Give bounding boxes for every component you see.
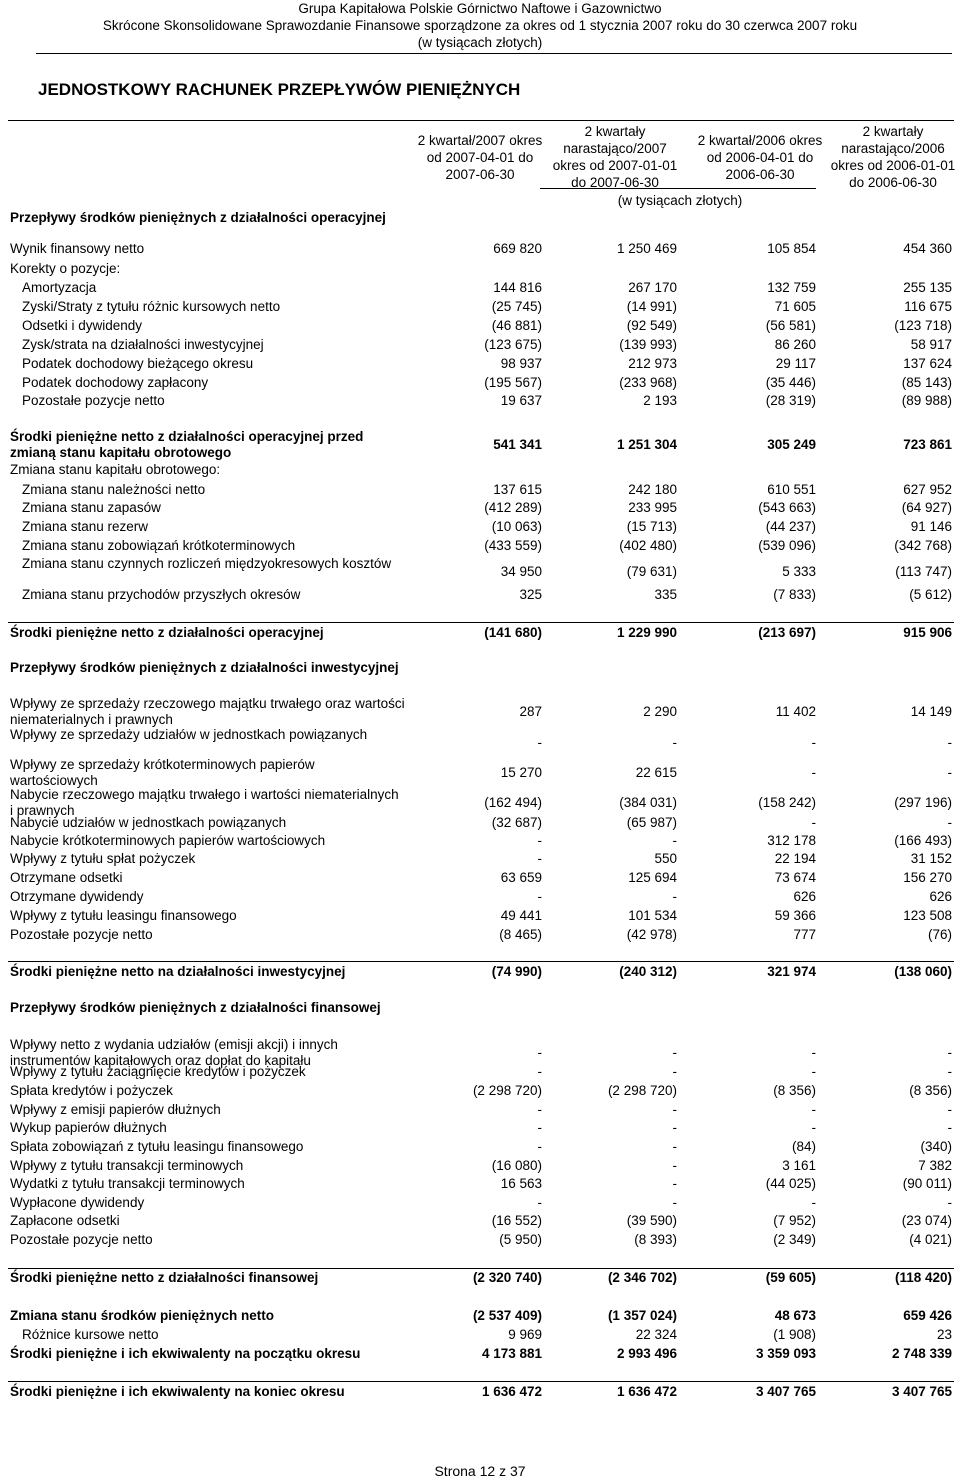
row-value: 59 366 <box>774 908 816 923</box>
row-value: - <box>537 833 542 848</box>
row-value: 2 748 339 <box>891 1346 952 1361</box>
row-value: (297 196) <box>894 795 952 810</box>
row-value: (166 493) <box>894 833 952 848</box>
row-label: Wpływy ze sprzedaży krótkoterminowych papierów wartościowych <box>10 757 315 788</box>
row-value: 626 <box>793 889 816 904</box>
row-value: - <box>811 765 816 780</box>
row-value: 123 508 <box>903 908 952 923</box>
row-value: (2 537 409) <box>472 1308 542 1323</box>
row-value: 287 <box>519 704 542 719</box>
row-value: - <box>537 889 542 904</box>
row-value: 723 861 <box>903 437 952 452</box>
row-value: - <box>672 1139 677 1154</box>
row-value: (162 494) <box>484 795 542 810</box>
row-value: 669 820 <box>493 241 542 256</box>
header-divider <box>36 53 952 54</box>
row-value: - <box>537 1064 542 1079</box>
row-label: Środki pieniężne netto z działalności operacyjnej przed zmianą stanu kapitału obrotowego <box>10 429 364 460</box>
row-value: - <box>537 1120 542 1135</box>
row-value: 34 950 <box>500 564 542 579</box>
row-value: 1 636 472 <box>616 1384 677 1399</box>
row-value: (16 080) <box>491 1158 542 1173</box>
row-value: (402 480) <box>619 538 677 553</box>
row-label: Podatek dochodowy bieżącego okresu <box>22 356 254 371</box>
row-label: Wpływy ze sprzedaży udziałów w jednostkach powiązanych <box>10 727 368 742</box>
row-value: (89 988) <box>901 393 952 408</box>
row-value: - <box>811 1120 816 1135</box>
row-value: 659 426 <box>903 1308 952 1323</box>
row-value: (92 549) <box>626 318 677 333</box>
row-value: 22 194 <box>774 851 816 866</box>
row-label: Zmiana stanu kapitału obrotowego: <box>10 462 221 477</box>
row-value: (2 298 720) <box>472 1083 542 1098</box>
row-label: Zmiana stanu rezerw <box>22 519 149 534</box>
row-value: 1 229 990 <box>616 625 677 640</box>
row-value: - <box>672 1195 677 1210</box>
row-value: 144 816 <box>493 280 542 295</box>
row-label: Zmiana stanu zobowiązań krótkoterminowych <box>22 538 296 553</box>
row-value: (7 833) <box>773 587 816 602</box>
row-value: 777 <box>793 927 816 942</box>
row-value: (7 952) <box>773 1213 816 1228</box>
row-value: - <box>672 1158 677 1173</box>
row-label: Nabycie krótkoterminowych papierów wartościowych <box>10 833 326 848</box>
row-value: 19 637 <box>500 393 542 408</box>
row-value: (240 312) <box>619 964 677 979</box>
row-label: Wypłacone dywidendy <box>10 1195 145 1210</box>
row-value: (74 990) <box>491 964 542 979</box>
row-value: (35 446) <box>765 375 816 390</box>
row-value: (433 559) <box>484 538 542 553</box>
row-value: (8 393) <box>634 1232 677 1247</box>
row-label: Wpływy ze sprzedaży rzeczowego majątku trwałego oraz wartości niematerialnych i prawnych <box>10 696 405 727</box>
row-value: - <box>537 1139 542 1154</box>
row-value: (123 675) <box>484 337 542 352</box>
row-label: Wynik finansowy netto <box>10 241 145 256</box>
row-label: Pozostałe pozycje netto <box>10 927 153 942</box>
row-value: 125 694 <box>628 870 677 885</box>
row-value: - <box>947 815 952 830</box>
unit-label: (w tysiącach złotych) <box>617 193 743 208</box>
row-value: (56 581) <box>765 318 816 333</box>
table-top-rule <box>8 120 954 121</box>
row-value: 321 974 <box>767 964 816 979</box>
row-value: (32 687) <box>491 815 542 830</box>
row-label: Środki pieniężne netto z działalności operacyjnej <box>10 625 324 640</box>
row-value: 9 969 <box>508 1327 542 1342</box>
row-value: (1 908) <box>773 1327 816 1342</box>
row-value: - <box>672 1120 677 1135</box>
row-value: (64 927) <box>901 500 952 515</box>
row-value: (46 881) <box>491 318 542 333</box>
row-value: 312 178 <box>767 833 816 848</box>
row-value: - <box>672 889 677 904</box>
row-value: (195 567) <box>484 375 542 390</box>
row-value: (340) <box>920 1139 952 1154</box>
statement-title: JEDNOSTKOWY RACHUNEK PRZEPŁYWÓW PIENIĘŻNYCH <box>38 80 521 99</box>
row-value: - <box>947 765 952 780</box>
row-value: (65 987) <box>626 815 677 830</box>
row-value: (2 298 720) <box>607 1083 677 1098</box>
row-value: (8 356) <box>773 1083 816 1098</box>
row-value: 541 341 <box>493 437 542 452</box>
row-value: 31 152 <box>910 851 952 866</box>
row-value: 156 270 <box>903 870 952 885</box>
row-value: (8 356) <box>909 1083 952 1098</box>
row-value: (384 031) <box>619 795 677 810</box>
row-value: (138 060) <box>894 964 952 979</box>
row-value: 14 149 <box>910 704 952 719</box>
row-label: Zmiana stanu należności netto <box>22 482 206 497</box>
row-value: 610 551 <box>767 482 816 497</box>
row-value: 3 407 765 <box>755 1384 816 1399</box>
row-label: Zapłacone odsetki <box>10 1213 120 1228</box>
row-value: - <box>672 1176 677 1191</box>
row-label: Wykup papierów dłużnych <box>10 1120 167 1135</box>
row-value: - <box>811 735 816 750</box>
row-value: - <box>537 1102 542 1117</box>
row-value: 233 995 <box>628 500 677 515</box>
row-label: Środki pieniężne i ich ekwiwalenty na początku okresu <box>10 1346 361 1361</box>
row-label: Zmiana stanu środków pieniężnych netto <box>10 1308 275 1323</box>
row-label: Spłata zobowiązań z tytułu leasingu finansowego <box>10 1139 304 1154</box>
row-value: (79 631) <box>626 564 677 579</box>
row-value: - <box>811 1102 816 1117</box>
row-value: 5 333 <box>782 564 816 579</box>
row-value: 305 249 <box>767 437 816 452</box>
row-label: Wpływy z emisji papierów dłużnych <box>10 1102 221 1117</box>
row-label: Przepływy środków pieniężnych z działalności operacyjnej <box>10 210 386 225</box>
unit-rule <box>540 188 816 189</box>
row-value: (539 096) <box>758 538 816 553</box>
row-value: 550 <box>654 851 677 866</box>
row-value: - <box>672 735 677 750</box>
row-value: 325 <box>519 587 542 602</box>
row-value: (4 021) <box>909 1232 952 1247</box>
row-value: 98 937 <box>500 356 542 371</box>
row-value: 15 270 <box>500 765 542 780</box>
column-header-ytd-2007: 2 kwartały narastająco/2007 okres od 2007-01-01 do 2007-06-30 <box>552 124 678 190</box>
row-value: - <box>811 1045 816 1060</box>
row-value: (118 420) <box>894 1270 952 1285</box>
row-value: (543 663) <box>758 500 816 515</box>
row-value: (233 968) <box>619 375 677 390</box>
row-label: Wpływy z tytułu spłat pożyczek <box>10 851 196 866</box>
row-value: (90 011) <box>902 1176 952 1191</box>
row-value: 86 260 <box>774 337 816 352</box>
row-label: Zysk/strata na działalności inwestycyjnej <box>22 337 264 352</box>
row-value: (23 074) <box>901 1213 952 1228</box>
row-value: (2 346 702) <box>607 1270 677 1285</box>
row-label: Zyski/Straty z tytułu różnic kursowych netto <box>22 299 281 314</box>
row-value: - <box>947 1102 952 1117</box>
row-value: 627 952 <box>903 482 952 497</box>
row-label: Przepływy środków pieniężnych z działalności inwestycyjnej <box>10 660 399 675</box>
row-value: (113 747) <box>895 564 952 579</box>
row-value: (141 680) <box>484 625 542 640</box>
row-label: Różnice kursowe netto <box>22 1327 159 1342</box>
report-subtitle: Skrócone Skonsolidowane Sprawozdanie Finansowe sporządzone za okres od 1 stycznia 2007 roku do 30 czerwca 2007 roku <box>102 18 858 33</box>
row-value: 48 673 <box>774 1308 816 1323</box>
row-value: (412 289) <box>484 500 542 515</box>
row-value: - <box>537 1045 542 1060</box>
row-value: (44 025) <box>765 1176 816 1191</box>
row-value: 73 674 <box>774 870 816 885</box>
row-value: 22 324 <box>635 1327 677 1342</box>
row-label: Spłata kredytów i pożyczek <box>10 1083 173 1098</box>
row-value: 63 659 <box>500 870 542 885</box>
row-value: - <box>537 851 542 866</box>
row-label: Pozostałe pozycje netto <box>10 1232 153 1247</box>
row-value: 29 117 <box>775 356 816 371</box>
column-header-ytd-2006: 2 kwartały narastająco/2006 okres od 2006-01-01 do 2006-06-30 <box>830 124 956 190</box>
row-value: - <box>672 833 677 848</box>
row-label: Zmiana stanu zapasów <box>22 500 161 515</box>
row-value: (84) <box>791 1139 816 1154</box>
row-value: 132 759 <box>767 280 816 295</box>
row-value: (8 465) <box>499 927 542 942</box>
row-value: 267 170 <box>628 280 677 295</box>
row-value: (76) <box>927 927 952 942</box>
row-value: 212 973 <box>628 356 677 371</box>
row-value: 915 906 <box>903 625 952 640</box>
row-value: (15 713) <box>626 519 677 534</box>
row-value: 255 135 <box>903 280 952 295</box>
row-value: (25 745) <box>491 299 542 314</box>
row-value: 7 382 <box>918 1158 952 1173</box>
row-value: 58 917 <box>910 337 952 352</box>
row-value: 454 360 <box>903 241 952 256</box>
page-number: Strona 12 z 37 <box>434 1463 526 1479</box>
row-label: Zmiana stanu przychodów przyszłych okresów <box>22 587 301 602</box>
report-company: Grupa Kapitałowa Polskie Górnictwo Naftowe i Gazownictwo <box>298 1 662 16</box>
row-value: - <box>947 1195 952 1210</box>
row-value: (158 242) <box>758 795 816 810</box>
row-label: Wpływy netto z wydania udziałów (emisji akcji) i innych instrumentów kapitałowych oraz dopłat do kapitału <box>10 1037 338 1068</box>
row-label: Otrzymane odsetki <box>10 870 123 885</box>
row-value: (14 991) <box>626 299 677 314</box>
row-label: Pozostałe pozycje netto <box>22 393 165 408</box>
row-value: (42 978) <box>626 927 677 942</box>
row-value: - <box>537 735 542 750</box>
section-divider <box>8 622 954 623</box>
row-label: Amortyzacja <box>22 280 97 295</box>
row-label: Podatek dochodowy zapłacony <box>22 375 209 390</box>
section-divider <box>8 961 954 962</box>
row-value: (10 063) <box>491 519 542 534</box>
row-label: Wpływy z tytułu zaciągnięcie kredytów i pożyczek <box>10 1064 306 1079</box>
row-value: - <box>811 1195 816 1210</box>
row-value: 1 251 304 <box>616 437 677 452</box>
section-divider <box>8 1381 954 1382</box>
report-unit: (w tysiącach złotych) <box>417 35 543 50</box>
row-value: 49 441 <box>500 908 542 923</box>
column-header-q2-2006: 2 kwartał/2006 okres od 2006-04-01 do 2006-06-30 <box>697 133 823 182</box>
row-value: 71 605 <box>774 299 816 314</box>
row-value: (28 319) <box>765 393 816 408</box>
row-value: (59 605) <box>765 1270 816 1285</box>
row-value: 11 402 <box>775 704 816 719</box>
row-label: Korekty o pozycje: <box>10 261 121 276</box>
row-value: 3 407 765 <box>891 1384 952 1399</box>
row-value: 335 <box>654 587 677 602</box>
row-value: (2 349) <box>773 1232 816 1247</box>
row-value: (39 590) <box>626 1213 677 1228</box>
row-value: (139 993) <box>619 337 677 352</box>
row-value: - <box>947 1045 952 1060</box>
row-value: 137 615 <box>493 482 542 497</box>
row-value: - <box>811 1064 816 1079</box>
row-label: Przepływy środków pieniężnych z działalności finansowej <box>10 1000 381 1015</box>
row-value: 116 675 <box>904 299 952 314</box>
row-value: (2 320 740) <box>472 1270 542 1285</box>
row-value: - <box>947 1064 952 1079</box>
row-value: (342 768) <box>894 538 952 553</box>
row-value: - <box>672 1102 677 1117</box>
row-value: 91 146 <box>910 519 952 534</box>
row-label: Odsetki i dywidendy <box>22 318 143 333</box>
row-value: 626 <box>929 889 952 904</box>
section-divider <box>8 1268 954 1269</box>
row-value: 1 636 472 <box>481 1384 542 1399</box>
row-value: 137 624 <box>903 356 952 371</box>
row-label: Otrzymane dywidendy <box>10 889 144 904</box>
row-value: - <box>811 815 816 830</box>
row-value: (1 357 024) <box>607 1308 677 1323</box>
row-value: 2 993 496 <box>616 1346 677 1361</box>
row-label: Wpływy z tytułu leasingu finansowego <box>10 908 237 923</box>
row-value: - <box>947 1120 952 1135</box>
row-value: - <box>537 1195 542 1210</box>
row-value: (5 950) <box>499 1232 542 1247</box>
row-value: - <box>672 1064 677 1079</box>
row-value: 4 173 881 <box>481 1346 542 1361</box>
row-label: Wydatki z tytułu transakcji terminowych <box>10 1176 245 1191</box>
row-value: 3 161 <box>782 1158 816 1173</box>
column-header-q2-2007: 2 kwartał/2007 okres od 2007-04-01 do 2007-06-30 <box>417 133 543 182</box>
row-label: Środki pieniężne netto na działalności inwestycyjnej <box>10 964 346 979</box>
row-value: (44 237) <box>765 519 816 534</box>
row-value: 3 359 093 <box>755 1346 816 1361</box>
row-value: 2 290 <box>643 704 677 719</box>
row-label: Środki pieniężne i ich ekwiwalenty na koniec okresu <box>10 1384 345 1399</box>
row-value: (85 143) <box>901 375 952 390</box>
row-value: 1 250 469 <box>616 241 677 256</box>
row-label: Nabycie rzeczowego majątku trwałego i wartości niematerialnych i prawnych <box>10 787 399 818</box>
row-value: 101 534 <box>628 908 677 923</box>
row-value: 2 193 <box>643 393 677 408</box>
row-value: - <box>672 1045 677 1060</box>
row-value: (123 718) <box>894 318 952 333</box>
row-value: 242 180 <box>628 482 677 497</box>
row-label: Nabycie udziałów w jednostkach powiązanych <box>10 815 287 830</box>
row-value: (16 552) <box>491 1213 542 1228</box>
row-value: (5 612) <box>909 587 952 602</box>
row-value: - <box>947 735 952 750</box>
row-label: Wpływy z tytułu transakcji terminowych <box>10 1158 244 1173</box>
row-value: (213 697) <box>758 625 816 640</box>
row-label: Zmiana stanu czynnych rozliczeń międzyokresowych kosztów <box>22 556 392 571</box>
row-value: 105 854 <box>767 241 816 256</box>
row-value: 23 <box>936 1327 952 1342</box>
row-label: Środki pieniężne netto z działalności finansowej <box>10 1270 319 1285</box>
row-value: 22 615 <box>635 765 677 780</box>
row-value: 16 563 <box>500 1176 542 1191</box>
